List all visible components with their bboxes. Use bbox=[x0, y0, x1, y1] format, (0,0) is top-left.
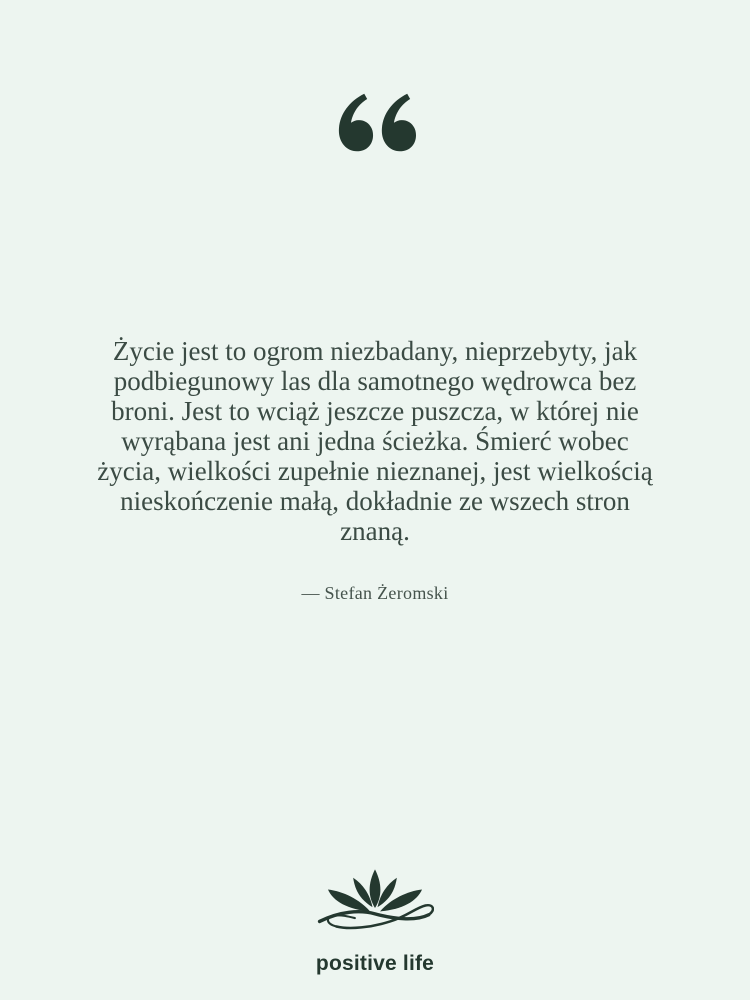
quote-attribution: — Stefan Żeromski bbox=[301, 583, 449, 603]
quote-line: podbiegunowy las dla samotnego wędrowca bez bbox=[113, 366, 637, 396]
quote-line: znaną. bbox=[340, 516, 410, 546]
quote-line: wyrąbana jest ani jedna ścieżka. Śmierć wobec bbox=[121, 426, 629, 456]
lotus-icon bbox=[0, 866, 750, 950]
quote-line: nieskończenie małą, dokładnie ze wszech stron bbox=[120, 486, 630, 516]
quote-line: życia, wielkości zupełnie nieznanej, jest wielkością bbox=[97, 456, 653, 486]
quotation-marks-icon bbox=[334, 91, 416, 155]
brand-logo bbox=[0, 866, 750, 976]
quote-line: broni. Jest to wciąż jeszcze puszcza, w której nie bbox=[111, 396, 639, 426]
quote-line: Życie jest to ogrom niezbadany, nieprzebyty, jak bbox=[112, 336, 638, 366]
brand-name: positive life bbox=[315, 952, 435, 975]
quote-text bbox=[0, 336, 750, 546]
